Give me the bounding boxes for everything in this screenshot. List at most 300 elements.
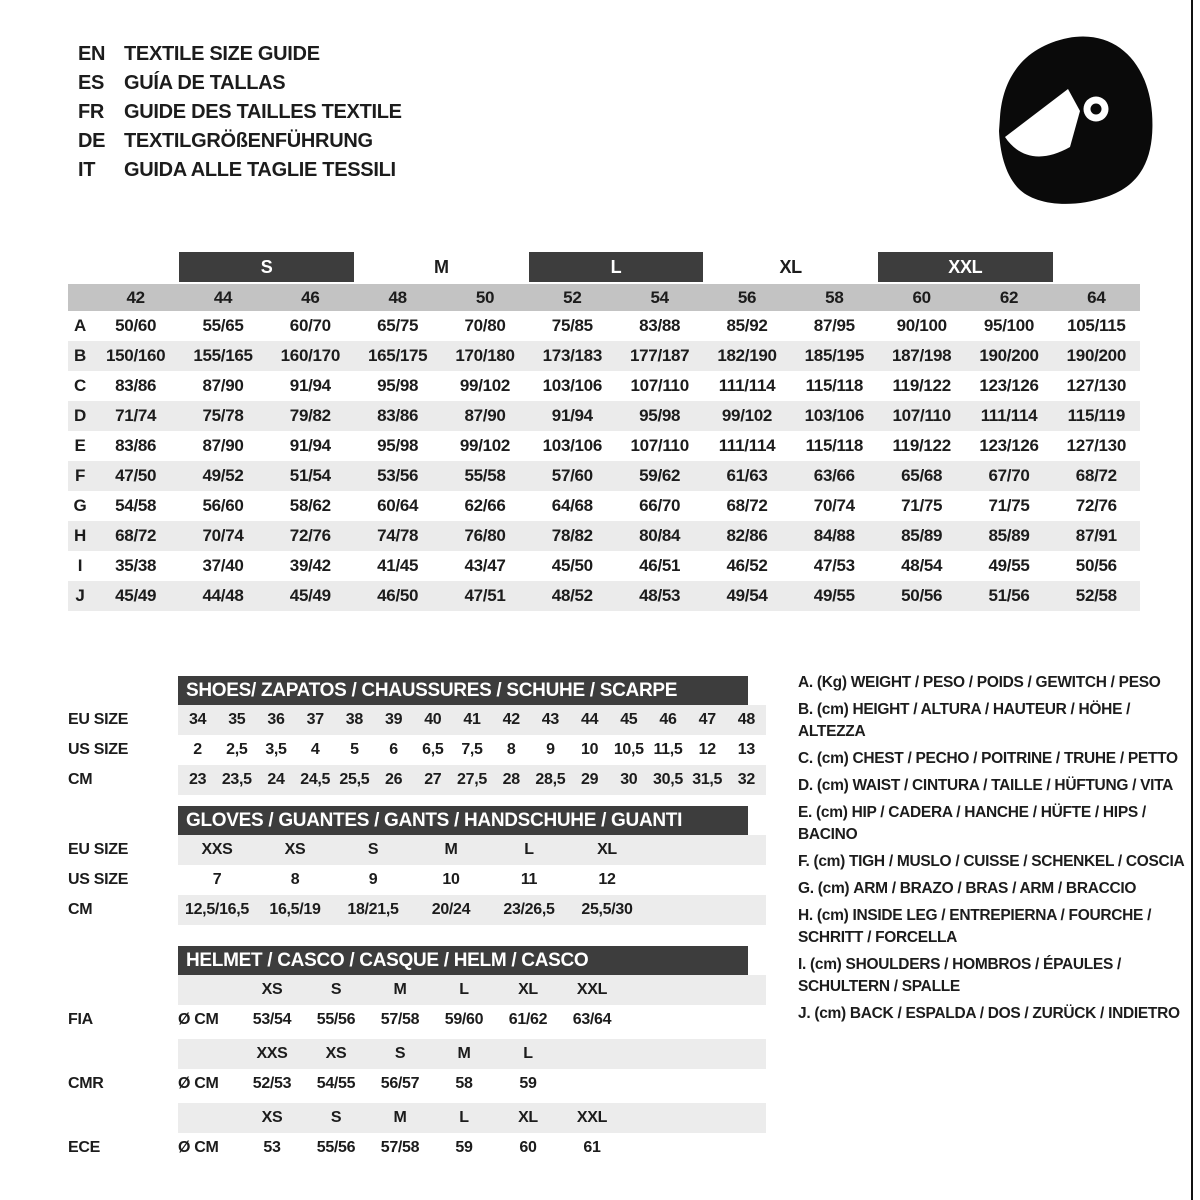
measurement-value: 50/56 <box>901 586 943 605</box>
legend-item <box>798 954 1200 998</box>
shoe-size-value: 10 <box>580 741 599 758</box>
measurement-value: 165/175 <box>367 346 428 365</box>
shoe-size-value: 26 <box>384 771 403 788</box>
measurement-value: 58/62 <box>289 496 331 515</box>
measurement-value: 115/119 <box>1067 406 1126 425</box>
legend-key: D. <box>798 777 813 794</box>
measurement-value: 84/88 <box>813 526 855 545</box>
helmet-size-value: 54/55 <box>316 1075 356 1092</box>
row-letter: I <box>77 556 83 575</box>
helmet-size-label: S <box>330 981 342 998</box>
shoe-size-value: 48 <box>737 711 755 728</box>
legend-key: I. <box>798 956 807 973</box>
helmet-standard-group <box>68 1103 768 1163</box>
language-code: FR <box>78 101 105 123</box>
measurement-value: 45/49 <box>115 586 157 605</box>
unit-label: Ø CM <box>178 1075 219 1092</box>
helmet-size-value: 52/53 <box>252 1075 292 1092</box>
helmet-size-value: 53/54 <box>252 1011 292 1028</box>
shoe-size-value: 29 <box>580 771 599 788</box>
legend-key: H. <box>798 907 813 924</box>
language-row <box>78 40 402 69</box>
measurement-value: 127/130 <box>1066 436 1126 455</box>
language-code: EN <box>78 43 106 65</box>
helmet-size-label: XS <box>261 981 283 998</box>
measurement-value: 72/76 <box>289 526 331 545</box>
measurement-value: 49/55 <box>988 556 1030 575</box>
measurement-value: 49/55 <box>813 586 855 605</box>
measurement-value: 44/48 <box>202 586 244 605</box>
measurement-value: 107/110 <box>892 406 951 425</box>
measurement-value: 68/72 <box>726 496 768 515</box>
shoe-size-value: 27 <box>424 771 442 788</box>
legend-item <box>798 1003 1200 1025</box>
measurement-value: 123/126 <box>979 436 1039 455</box>
glove-size-value: XL <box>597 841 617 858</box>
measurement-value: 79/82 <box>289 406 331 425</box>
shoe-size-value: 9 <box>546 741 555 758</box>
measurement-value: 91/94 <box>289 436 331 455</box>
numeric-size-header-row <box>68 284 1140 311</box>
legend-unit: (cm) <box>814 1005 846 1022</box>
helmet-sizes-row <box>68 975 768 1005</box>
measurement-value: 119/122 <box>892 376 951 395</box>
measurement-value: 65/75 <box>377 316 419 335</box>
standard-label: FIA <box>68 1011 93 1028</box>
measurement-value: 54/58 <box>115 496 157 515</box>
measurement-value: 105/115 <box>1067 316 1126 335</box>
unit-label: Ø CM <box>178 1139 219 1156</box>
shoe-size-value: 45 <box>620 711 638 728</box>
shoe-size-value: 28 <box>502 771 520 788</box>
glove-size-value: 9 <box>368 871 378 888</box>
measurement-value: 45/50 <box>551 556 593 575</box>
measurement-value: 187/198 <box>891 346 952 365</box>
language-title: GUIDE DES TAILLES TEXTILE <box>124 101 402 123</box>
measurement-value: 71/75 <box>901 496 943 515</box>
shoe-size-value: 35 <box>228 711 246 728</box>
helmet-size-label <box>560 1039 624 1069</box>
legend-unit: (cm) <box>816 750 849 767</box>
language-title: TEXTILE SIZE GUIDE <box>124 43 320 65</box>
language-title: GUÍA DE TALLAS <box>124 72 286 94</box>
measurement-value: 115/118 <box>805 436 864 455</box>
measurement-row <box>68 491 1140 521</box>
gloves-values-band <box>178 895 766 925</box>
shoe-size-value: 28,5 <box>535 771 566 788</box>
measurement-value: 56/60 <box>202 496 244 515</box>
measurement-value: 50/56 <box>1075 556 1117 575</box>
measurement-value: 155/165 <box>193 346 253 365</box>
standard-label: CMR <box>68 1075 104 1092</box>
measurement-value: 173/183 <box>542 346 602 365</box>
measurement-value: 119/122 <box>892 436 951 455</box>
helmet-size-value: 55/56 <box>316 1011 356 1028</box>
row-label: CM <box>68 771 93 788</box>
measurement-value: 87/90 <box>202 376 244 395</box>
measurement-value: 95/100 <box>983 316 1035 335</box>
numeric-size-label: 46 <box>301 287 320 307</box>
gloves-row <box>68 835 768 865</box>
measurement-value: 127/130 <box>1066 376 1126 395</box>
measurement-value: 53/56 <box>377 466 419 485</box>
textile-size-table <box>68 252 1140 611</box>
measurement-value: 82/86 <box>726 526 768 545</box>
shoe-size-value: 5 <box>350 741 359 758</box>
glove-size-value: 20/24 <box>431 901 471 918</box>
helmet-size-label: M <box>393 1109 407 1126</box>
numeric-size-label: 58 <box>825 287 844 307</box>
shoe-size-value: 24 <box>267 771 285 788</box>
numeric-size-label: 44 <box>213 287 233 307</box>
helmet-size-label: XXL <box>576 1109 608 1126</box>
shoes-values-band <box>178 735 766 765</box>
row-letter: D <box>74 406 86 425</box>
language-row <box>78 69 402 98</box>
measurement-row <box>68 371 1140 401</box>
glove-size-value: L <box>524 841 534 858</box>
helmet-values-band <box>178 1069 766 1099</box>
helmet-size-value: 61 <box>583 1139 601 1156</box>
measurement-value: 78/82 <box>551 526 593 545</box>
row-letter: A <box>74 316 86 335</box>
shoe-size-value: 3,5 <box>265 741 287 758</box>
size-group-xl: XL <box>779 257 802 277</box>
legend-item <box>798 878 1200 900</box>
glove-size-value: 18/21,5 <box>347 901 399 918</box>
measurement-value: 85/92 <box>726 316 768 335</box>
row-letter: C <box>74 376 86 395</box>
row-letter: E <box>74 436 86 455</box>
helmet-size-label: XL <box>518 981 538 998</box>
measurement-value: 103/106 <box>804 406 864 425</box>
helmet-size-label: XXL <box>576 981 608 998</box>
measurement-value: 99/102 <box>459 376 511 395</box>
measurement-value: 87/90 <box>202 436 244 455</box>
measurement-value: 47/50 <box>115 466 157 485</box>
measurement-value: 103/106 <box>542 376 602 395</box>
language-row <box>78 98 402 127</box>
measurement-value: 95/98 <box>639 406 681 425</box>
shoe-size-value: 32 <box>737 771 755 788</box>
measurement-value: 107/110 <box>630 436 689 455</box>
shoe-size-value: 46 <box>659 711 677 728</box>
legend-text: BACK / ESPALDA / DOS / ZURÜCK / INDIETRO <box>849 1005 1180 1022</box>
measurement-value: 85/89 <box>988 526 1030 545</box>
legend-unit: (cm) <box>810 956 842 973</box>
shoes-rows <box>68 705 768 795</box>
measurement-row <box>68 521 1140 551</box>
shoe-size-value: 24,5 <box>300 771 331 788</box>
shoe-size-value: 30 <box>620 771 638 788</box>
measurement-value: 51/56 <box>988 586 1030 605</box>
helmet-title: HELMET / CASCO / CASQUE / HELM / CASCO <box>186 950 589 971</box>
measurement-value: 107/110 <box>630 376 689 395</box>
legend-key: F. <box>798 853 810 870</box>
row-letter: H <box>74 526 86 545</box>
helmet-size-value <box>560 1069 624 1099</box>
legend-key: B. <box>798 701 813 718</box>
helmet-size-label: M <box>457 1045 471 1062</box>
shoe-size-value: 34 <box>188 711 207 728</box>
row-label: EU SIZE <box>68 711 129 728</box>
measurement-value: 64/68 <box>551 496 593 515</box>
measurement-value: 74/78 <box>377 526 419 545</box>
legend-key: J. <box>798 1005 811 1022</box>
measurement-value: 83/86 <box>115 376 157 395</box>
shoes-title: SHOES/ ZAPATOS / CHAUSSURES / SCHUHE / SCARPE <box>186 680 678 701</box>
measurement-value: 65/68 <box>901 466 943 485</box>
measurement-value: 49/54 <box>726 586 768 605</box>
numeric-size-label: 52 <box>563 287 582 307</box>
helmet-size-value: 58 <box>455 1075 473 1092</box>
language-title: GUIDA ALLE TAGLIE TESSILI <box>124 159 396 181</box>
glove-size-value: M <box>444 841 458 858</box>
helmet-size-label: XS <box>261 1109 283 1126</box>
shoe-size-value: 36 <box>267 711 285 728</box>
measurement-value: 150/160 <box>105 346 166 365</box>
measurement-row <box>68 551 1140 581</box>
measurement-value: 111/114 <box>718 376 776 395</box>
legend-item <box>798 699 1200 743</box>
shoe-size-value: 23,5 <box>221 771 252 788</box>
shoe-size-value: 37 <box>306 711 324 728</box>
measurement-value: 68/72 <box>1075 466 1117 485</box>
measurement-value: 70/74 <box>813 496 855 515</box>
measurement-value: 68/72 <box>115 526 157 545</box>
gloves-row <box>68 865 768 895</box>
row-letter: F <box>74 466 86 485</box>
helmet-title-bar <box>178 946 748 975</box>
measurement-value: 48/53 <box>639 586 681 605</box>
shoe-size-value: 41 <box>463 711 481 728</box>
shoe-size-value: 42 <box>502 711 520 728</box>
legend-text: WEIGHT / PESO / POIDS / GEWITCH / PESO <box>850 674 1161 691</box>
numeric-size-label: 42 <box>126 287 145 307</box>
language-code: ES <box>78 72 105 94</box>
numeric-size-label: 60 <box>912 287 931 307</box>
measurement-value: 66/70 <box>639 496 681 515</box>
glove-size-value: 7 <box>212 871 222 888</box>
size-group-s: S <box>179 252 354 282</box>
legend-item <box>798 802 1200 846</box>
language-code: IT <box>78 159 96 181</box>
measurement-value: 63/66 <box>813 466 855 485</box>
measurement-value: 190/200 <box>1066 346 1126 365</box>
measurement-row <box>68 461 1140 491</box>
shoe-size-value: 2 <box>193 741 202 758</box>
measurement-value: 57/60 <box>551 466 593 485</box>
numeric-size-label: 56 <box>737 287 757 307</box>
shoes-title-bar <box>178 676 748 705</box>
left-gutter <box>68 1103 178 1133</box>
row-label: CM <box>68 901 93 918</box>
shoes-values-band <box>178 765 766 795</box>
measurement-row <box>68 401 1140 431</box>
shoe-size-value: 27,5 <box>457 771 487 788</box>
legend-key: G. <box>798 880 814 897</box>
shoe-size-value: 8 <box>506 741 516 758</box>
language-row <box>78 127 402 156</box>
legend-text: SHOULDERS / HOMBROS / ÉPAULES / SCHULTERN / SPALLE <box>798 956 1122 995</box>
helmet-values-row <box>68 1069 768 1099</box>
language-row <box>78 156 402 185</box>
gloves-rows <box>68 835 768 925</box>
unit-label: Ø CM <box>178 1011 219 1028</box>
measurement-value: 85/89 <box>901 526 943 545</box>
measurement-value: 87/95 <box>813 316 855 335</box>
helmet-size-label: L <box>459 1109 469 1126</box>
shoe-size-value: 13 <box>737 741 755 758</box>
unit-spacer <box>178 1103 240 1133</box>
row-label: EU SIZE <box>68 841 129 858</box>
gloves-values-band <box>178 835 766 865</box>
legend-text: TIGH / MUSLO / CUISSE / SCHENKEL / COSCIA <box>849 853 1185 870</box>
measurement-value: 111/114 <box>718 436 776 455</box>
measurement-value: 99/102 <box>459 436 511 455</box>
standard-label: ECE <box>68 1139 100 1156</box>
gloves-title: GLOVES / GUANTES / GANTS / HANDSCHUHE / GUANTI <box>186 810 683 831</box>
helmet-size-value: 56/57 <box>380 1075 420 1092</box>
shoe-size-value: 23 <box>188 771 207 788</box>
measurement-value: 37/40 <box>202 556 244 575</box>
legend-unit: (cm) <box>817 880 850 897</box>
helmet-values-row <box>68 1005 768 1035</box>
legend-item <box>798 672 1200 694</box>
measurement-value: 185/195 <box>804 346 864 365</box>
shoe-size-value: 7,5 <box>461 741 483 758</box>
measurement-value: 48/54 <box>901 556 943 575</box>
measurement-value: 115/118 <box>805 376 864 395</box>
measurement-value: 111/114 <box>980 406 1038 425</box>
legend-unit: (cm) <box>816 804 848 821</box>
legend-item <box>798 748 1200 770</box>
helmet-sizes-row <box>68 1103 768 1133</box>
measurement-value: 60/70 <box>289 316 331 335</box>
gloves-header <box>68 806 768 835</box>
helmet-sizes-row <box>68 1039 768 1069</box>
gloves-values-band <box>178 865 766 895</box>
helmet-size-label: L <box>459 981 469 998</box>
language-title: TEXTILGRÖßENFÜHRUNG <box>124 130 373 152</box>
size-group-m: M <box>433 257 449 277</box>
shoes-row <box>68 735 768 765</box>
helmet-size-value: 59 <box>455 1139 473 1156</box>
measurement-value: 95/98 <box>377 436 419 455</box>
measurement-rows <box>68 311 1140 611</box>
measurement-value: 51/54 <box>289 466 331 485</box>
glove-size-value: 16,5/19 <box>269 901 321 918</box>
measurement-value: 46/52 <box>726 556 768 575</box>
row-letter: G <box>73 496 87 515</box>
legend-text: CHEST / PECHO / POITRINE / TRUHE / PETTO <box>852 750 1178 767</box>
helmet-sizes-band <box>178 1039 766 1069</box>
glove-size-value: XS <box>284 841 306 858</box>
left-gutter <box>68 676 178 705</box>
unit-spacer <box>178 1039 240 1069</box>
left-gutter <box>68 975 178 1005</box>
measurement-legend <box>798 672 1200 1030</box>
helmet-size-value: 63/64 <box>572 1011 612 1028</box>
measurement-value: 182/190 <box>717 346 777 365</box>
left-gutter <box>68 946 178 975</box>
measurement-value: 48/52 <box>551 586 593 605</box>
helmet-size-label: XS <box>325 1045 347 1062</box>
legend-key: A. <box>798 674 813 691</box>
measurement-value: 103/106 <box>542 436 602 455</box>
shoes-values-band <box>178 705 766 735</box>
measurement-value: 47/53 <box>813 556 855 575</box>
helmet-size-value: 57/58 <box>380 1139 420 1156</box>
shoe-size-value: 30,5 <box>653 771 683 788</box>
measurement-value: 43/47 <box>464 556 506 575</box>
legend-item <box>798 905 1200 949</box>
language-title-block <box>78 40 402 185</box>
row-label: US SIZE <box>68 871 129 888</box>
legend-text: INSIDE LEG / ENTREPIERNA / FOURCHE / SCHRITT / FORCELLA <box>798 907 1152 946</box>
measurement-value: 76/80 <box>464 526 506 545</box>
measurement-value: 91/94 <box>551 406 593 425</box>
measurement-value: 47/51 <box>464 586 506 605</box>
legend-text: HEIGHT / ALTURA / HAUTEUR / HÖHE / ALTEZZA <box>798 701 1131 740</box>
shoe-size-value: 44 <box>580 711 599 728</box>
measurement-value: 59/62 <box>639 466 681 485</box>
shoe-size-value: 4 <box>310 741 320 758</box>
helmet-groups <box>68 975 768 1163</box>
measurement-value: 87/91 <box>1075 526 1117 545</box>
language-code: DE <box>78 130 106 152</box>
glove-size-value: 8 <box>290 871 300 888</box>
legend-unit: (Kg) <box>816 674 847 691</box>
measurement-value: 190/200 <box>979 346 1039 365</box>
left-gutter <box>68 1039 178 1069</box>
measurement-value: 45/49 <box>289 586 331 605</box>
measurement-value: 41/45 <box>377 556 419 575</box>
measurement-value: 71/75 <box>988 496 1030 515</box>
shoe-size-value: 31,5 <box>692 771 723 788</box>
glove-size-value: 10 <box>442 871 460 888</box>
helmet-values-band <box>178 1133 766 1163</box>
shoes-row <box>68 765 768 795</box>
helmet-size-label: XL <box>518 1109 538 1126</box>
measurement-value: 35/38 <box>115 556 157 575</box>
glove-size-value: 23/26,5 <box>503 901 555 918</box>
shoe-size-value: 38 <box>345 711 363 728</box>
legend-unit: (cm) <box>813 853 845 870</box>
helmet-standard-group <box>68 975 768 1035</box>
size-group-header-row <box>68 252 1140 282</box>
measurement-value: 170/180 <box>455 346 515 365</box>
shoes-row <box>68 705 768 735</box>
shoe-size-value: 39 <box>384 711 403 728</box>
measurement-value: 49/52 <box>202 466 244 485</box>
measurement-value: 83/86 <box>377 406 419 425</box>
measurement-value: 80/84 <box>639 526 681 545</box>
measurement-value: 46/50 <box>377 586 419 605</box>
legend-text: ARM / BRAZO / BRAS / ARM / BRACCIO <box>853 880 1137 897</box>
helmet-size-value: 57/58 <box>380 1011 420 1028</box>
legend-unit: (cm) <box>816 701 849 718</box>
helmet-icon <box>972 25 1167 210</box>
measurement-row <box>68 431 1140 461</box>
shoe-size-value: 25,5 <box>339 771 370 788</box>
left-gutter <box>68 806 178 835</box>
glove-size-value: S <box>367 841 379 858</box>
gloves-title-bar <box>178 806 748 835</box>
unit-spacer <box>178 975 240 1005</box>
shoe-size-value: 10,5 <box>613 741 644 758</box>
legend-unit: (cm) <box>816 907 849 924</box>
